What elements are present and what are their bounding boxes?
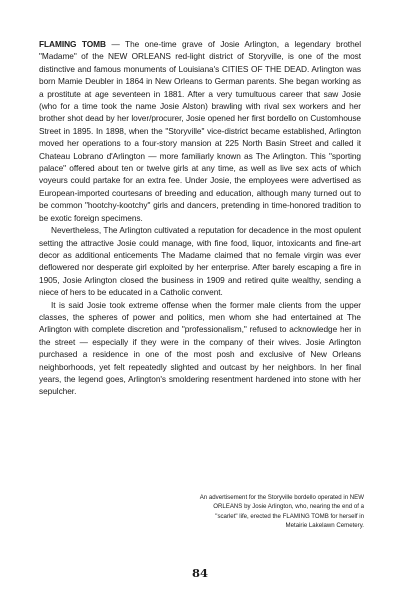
- entry-headword: FLAMING TOMB: [39, 39, 106, 49]
- image-caption: An advertisement for the Storyville bordello operated in NEW ORLEANS by Josie Arlington, who, nearing the end of a "scarlet" life, erected the FLAMING TOMB for herself in Metairie Lakelawn Cemetery.: [199, 494, 364, 529]
- entry-paragraph-2: Nevertheless, The Arlington cultivated a reputation for decadence in the most opulent setting the attractive Josie could manage, with fine food, liquor, intoxicants and fine-art decor as additional enticements The Madame claimed that no female virgin was ever deflowered nor desperate girl exploited by her enterprise. After barely escaping a fire in 1905, Josie Arlington closed the business in 1909 and retired quite wealthy, sending a niece of hers to be educated in a Catholic convent.: [39, 225, 361, 298]
- entry-lead-text: — The one-time grave of Josie Arlington, a legendary brothel "Madame" of the NEW ORLEANS red-light district of Storyville, is one of the most distinctive and famous monuments of Louisiana's CITIES OF THE DEAD. Arlington was born Mamie Deubler in 1864 in New Orleans to German parents. She began working as a prostitute at age seventeen in 1881. After a very tumultuous career that saw Josie (who for a time took the name Josie Alston) brawling with rival sex workers and her brother shot dead by her lover/procurer, Josie opened her first bordello on Customhouse Street in 1895. In 1898, when the "Storyville" vice-district became established, Arlington moved her operations to a four-story mansion at 225 North Basin Street and called it Chateau Lobrano d'Arlington — more familiarly known as The Arlington. This "sporting palace" offered about ten or twelve girls at any time, as well as live sex acts of which voyeurs could partake for an extra fee. Under Josie, the employees were advertised as European-imported courtesans of breeding and education, although many turned out to be common "hootchy-kootchy" girls and dancers, pretending in time-honored tradition to be exotic foreign specimens.: [39, 39, 361, 223]
- entry-paragraph-3: It is said Josie took extreme offense when the former male clients from the upper classes, the spheres of power and politics, men whom she had entertained at The Arlington with complete discretion and "professionalism," refused to acknowledge her in the street — especially if they were in the company of their wives. Josie Arlington purchased a residence in one of the most posh and exclusive of New Orleans neighborhoods, yet felt repeatedly slighted and outcast by her neighbors. In her final years, the legend goes, Arlington's smoldering resentment hardened into stone with her sepulcher.: [39, 299, 361, 397]
- entry-body: [39, 38, 361, 398]
- page-number: 84: [191, 566, 208, 580]
- entry-paragraph-1: [39, 38, 361, 224]
